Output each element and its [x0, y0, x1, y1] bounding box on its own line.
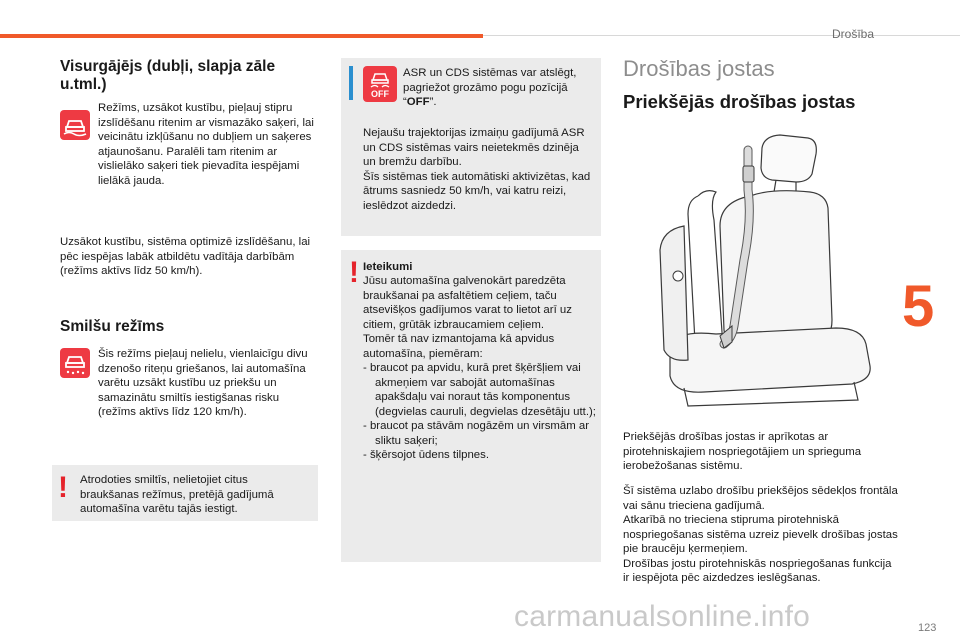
sand-mode-icon [60, 348, 90, 378]
sand-mode-title: Smilšu režīms [60, 318, 165, 335]
section-label: Drošība [832, 27, 875, 41]
warning-icon: ! [349, 256, 359, 289]
seatbelt-text-2: Šī sistēma uzlabo drošību priekšējos sēdekļos frontāla vai sānu trieciena gadījumā. Atkarībā no trieciena stipruma pirotehniskā nospriegošanas sistēma uzreiz pievelk drošības jostas pie braucēju ķermeņiem. Drošības jostu pirotehniskās nospriegošanas funkcija ir iespējota pēc aizdedzes ieslēgšanas. [623, 485, 898, 584]
advice-text: Jūsu automašīna galvenokārt paredzēta braukšanai pa asfaltētiem ceļiem, taču atsevišķos gadījumos varat to lietot arī uz citiem, grūtāk izbraucamiem ceļiem. Tomēr tā nav izmantojama kā apvidus automašīna, piemēram: [363, 275, 572, 360]
mud-mode-title: Visurgājējs (dubļi, slapja zāle u.tml.) [60, 58, 276, 93]
sand-warning-text: Atrodoties smiltīs, nelietojiet citus braukšanas režīmus, pretējā gadījumā automašīna varētu tajās iestigt. [80, 474, 274, 515]
off-icon-label: OFF [371, 89, 389, 99]
page-number: 123 [918, 622, 937, 634]
sand-mode-text: Šis režīms pieļauj nelielu, vienlaicīgu divu dzenošo riteņu griešanos, lai automašīna varētu uzsākt kustību uz priekšu un samazinātu smiltīs iestigšanas risku (režīms aktīvs līdz 120 km/h). [98, 348, 308, 418]
mud-mode-icon [60, 110, 90, 140]
header-divider [483, 35, 960, 36]
mud-mode-text-2: Uzsākot kustību, sistēma optimizē izslīdēšanu, lai pēc iespējas labāk atbildētu vadītāja darbībām (režīms aktīvs līdz 50 km/h). [60, 236, 311, 277]
subsection-title: Priekšējās drošības jostas [623, 91, 856, 112]
sand-warning-box [52, 465, 318, 521]
info-icon [349, 66, 353, 100]
seatbelt-text-1: Priekšējās drošības jostas ir aprīkotas ar pirotehniskajiem nospriegotājiem un sprieguma ierobežošanas sistēmu. [623, 431, 862, 472]
advice-bullet-list [363, 361, 597, 463]
chapter-number: 5 [902, 274, 935, 339]
list-item: - braucot pa stāvām nogāzēm un virsmām ar sliktu saķeri; [363, 420, 590, 447]
warning-icon: ! [58, 471, 68, 504]
list-item: - šķērsojot ūdens tilpnes. [363, 449, 489, 461]
info-box [341, 58, 601, 236]
info-text-1: ASR un CDS sistēmas var atslēgt, pagriežot grozāmo pogu pozīcijā “OFF”. [403, 67, 577, 108]
mud-mode-text: Režīms, uzsākot kustību, pieļauj stipru izslīdēšanu ritenim ar vismazāko saķeri, lai veicinātu izkļūšanu no dubļiem un saķeres atjaunošanu. Paralēli tam ritenim ar vislielāko saķeri tiek pievadīta iespējami lielākā jauda. [98, 102, 314, 187]
off-button-icon [363, 66, 397, 102]
advice-box [341, 250, 601, 562]
header-accent-bar [0, 34, 483, 38]
advice-title: Ieteikumi [363, 261, 413, 273]
watermark: carmanualsonline.info [514, 600, 811, 633]
seat-belt-illustration [640, 130, 900, 420]
info-text-2: Nejaušu trajektorijas izmaiņu gadījumā ASR un CDS sistēmas vairs neietekmēs dzinēja un bremžu darbību. Šīs sistēmas tiek automātiski aktivizētas, kad ātrums sasniedz 50 km/h, vai katru reizi, ieslēdzot aizdedzi. [363, 127, 591, 212]
section-title: Drošības jostas [623, 56, 775, 81]
list-item: - braucot pa apvidu, kurā pret šķēršļiem vai akmeņiem var sabojāt automašīnas apakšdaļu vai noraut tās komponentus (degvielas cauruli, degvielas dzesētāju utt.); [363, 362, 596, 418]
